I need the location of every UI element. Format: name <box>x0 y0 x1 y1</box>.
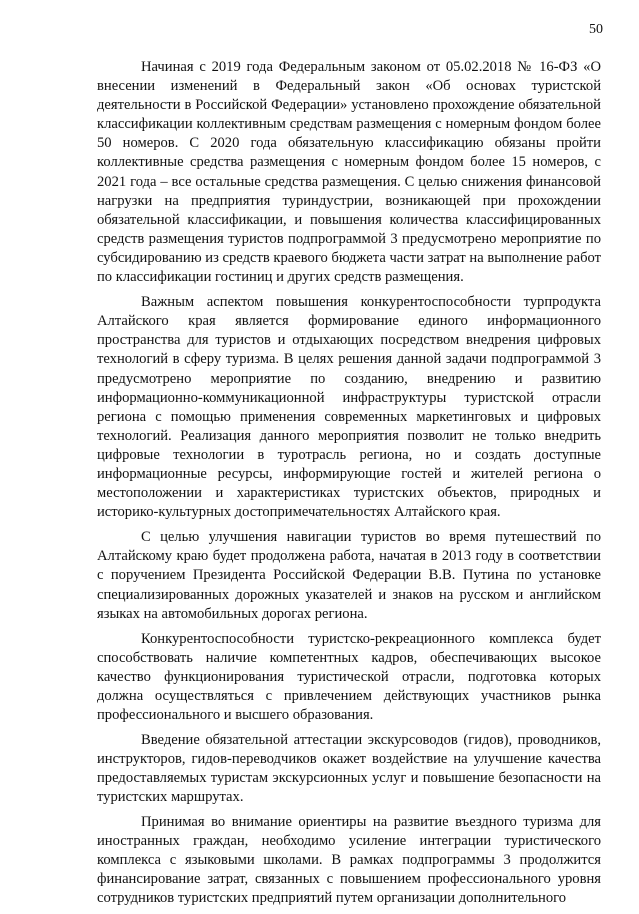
document-body <box>97 58 601 914</box>
paragraph-digital-technologies: Важным аспектом повышения конкурентоспособности турпродукта Алтайского края является формирование единого информационного пространства для туристов и отдыхающих посредством внедрения цифровых технологий в сферу туризма. В целях решения данной задачи подпрограммой 3 предусмотрено мероприятие по созданию, внедрению и развитию информационно-коммуникационной инфраструктуры туристской отрасли региона с помощью применения современных маркетинговых и цифровых технологий. Реализация данного мероприятия позволит не только внедрить цифровые технологии в туротрасль региона, но и создать доступные информационные ресурсы, информирующие гостей и жителей региона о местоположении и характеристиках туристских объектов, природных и историко-культурных достопримечательностях Алтайского края. <box>97 294 601 521</box>
page-number: 50 <box>589 22 603 37</box>
paragraph-classification: Начиная с 2019 года Федеральным законом от 05.02.2018 № 16-ФЗ «О внесении изменений в Федеральный закон «Об основах туристской деятельности в Российской Федерации» установлено прохождение обязательной классификации коллективным средствам размещения с номерным фондом более 50 номеров. С 2020 года обязательную классификацию обязаны пройти коллективные средства размещения с номерным фондом более 15 номеров, с 2021 года – все остальные средства размещения. С целью снижения финансовой нагрузки на предприятия туриндустрии, возникающей при прохождении обязательной классификации, и повышения количества классифицированных средств размещения туристов подпрограммой 3 предусмотрено мероприятие по субсидированию из средств краевого бюджета части затрат на выполнение работ по классификации гостиниц и других средств размещения. <box>97 59 601 286</box>
paragraph-personnel: Конкурентоспособности туристско-рекреационного комплекса будет способствовать наличие компетентных кадров, обеспечивающих высокое качество функционирования туристической отрасли, подготовка которых должна осуществляться с привлечением действующих участников рынка профессионального и высшего образования. <box>97 630 601 724</box>
paragraph-inbound-tourism: Принимая во внимание ориентиры на развитие въездного туризма для иностранных граждан, необходимо усиление интеграции туристического комплекса с языковыми школами. В рамках подпрограммы 3 продолжится финансирование затрат, связанных с повышением профессионального уровня сотрудников туристских предприятий путем организации дополнительного <box>97 813 601 906</box>
paragraph-guide-certification: Введение обязательной аттестации экскурсоводов (гидов), проводников, инструкторов, гидов-переводчиков окажет воздействие на улучшение качества предоставляемых туристам экскурсионных услуг и повышение безопасности на туристских маршрутах. <box>97 732 601 806</box>
paragraph-navigation: С целью улучшения навигации туристов во время путешествий по Алтайскому краю будет продолжена работа, начатая в 2013 году в соответствии с поручением Президента Российской Федерации В.В. Путина по установке специализированных дорожных указателей и знаков на русском и английском языках на автомобильных дорогах региона. <box>97 529 601 622</box>
